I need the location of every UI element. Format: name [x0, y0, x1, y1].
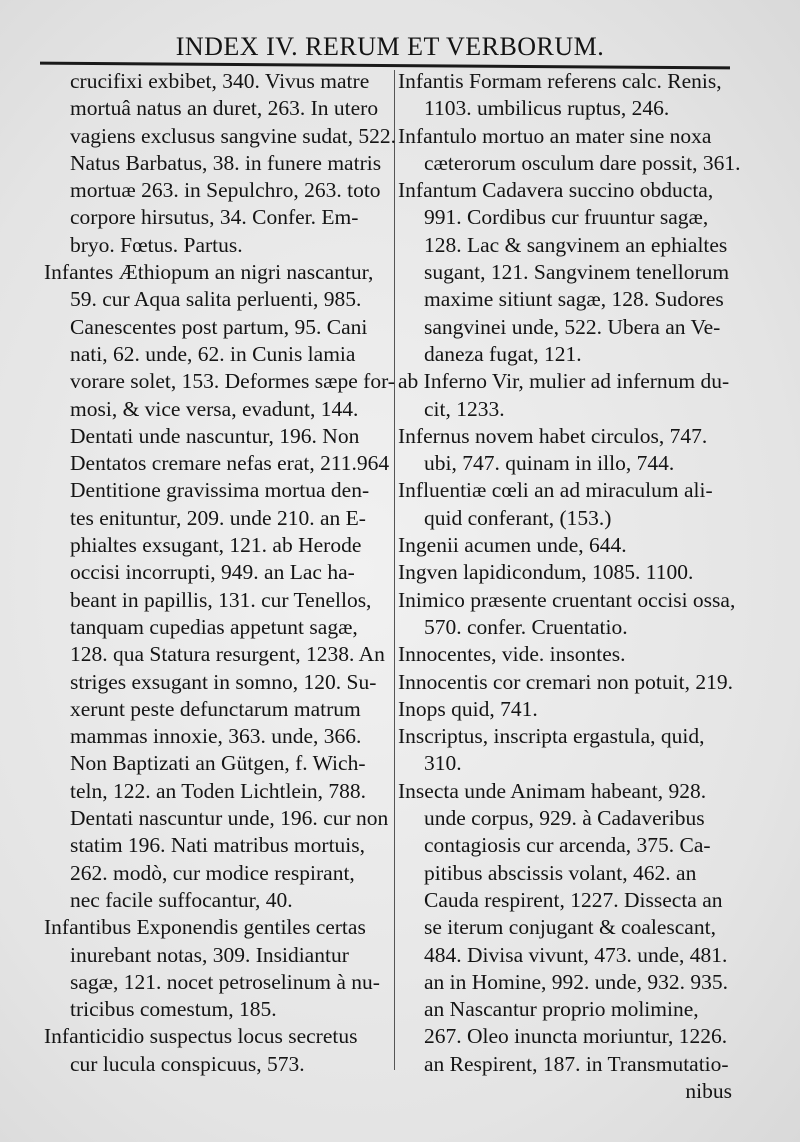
index-entry [398, 696, 738, 723]
index-line: Insecta unde Animam habeant, 928. [398, 778, 707, 803]
index-line: sagæ, 121. nocet petroselinum à nu- [70, 969, 380, 994]
index-line: statim 196. Nati matribus mortuis, [70, 833, 366, 858]
index-line: ubi, 747. quinam in illo, 744. [424, 451, 675, 476]
index-line: 262. modò, cur modice respirant, [70, 860, 355, 885]
index-entry [44, 914, 394, 1023]
index-line: corpore hirsutus, 34. Confer. Em- [70, 205, 359, 230]
index-line: Ingenii acumen unde, 644. [398, 533, 627, 558]
index-line: cur lucula conspicuus, 573. [70, 1051, 305, 1076]
index-entry [398, 68, 738, 123]
index-line: cit, 1233. [424, 396, 505, 421]
index-line: ab Inferno Vir, mulier ad infernum du- [398, 369, 730, 394]
index-line: Dentati nascuntur unde, 196. cur non [70, 806, 389, 831]
index-line: Innocentis cor cremari non potuit, 219. [398, 669, 733, 694]
index-line: Dentitione gravissima mortua den- [70, 478, 370, 503]
index-line: an Respirent, 187. in Transmutatio- [424, 1051, 729, 1076]
index-line: an Nascantur proprio molimine, [424, 997, 699, 1022]
index-line: cæterorum osculum dare possit, 361. [424, 150, 741, 175]
index-line: tanquam cupedias appetunt sagæ, [70, 614, 358, 639]
index-line: sugant, 121. Sangvinem tenellorum [424, 260, 730, 285]
index-line: Innocentes, vide. insontes. [398, 642, 626, 667]
index-line: Cauda respirent, 1227. Dissecta an [424, 887, 723, 912]
index-entry [398, 123, 741, 178]
index-line: Infantum Cadavera succino obducta, [398, 178, 714, 203]
index-line: pitibus abscissis volant, 462. an [424, 860, 697, 885]
index-line: teln, 122. an Toden Lichtlein, 788. [70, 778, 367, 803]
index-entry [398, 723, 738, 778]
index-entry [398, 477, 738, 532]
index-line: Non Baptizati an Gütgen, f. Wich- [70, 751, 366, 776]
index-entry [398, 532, 738, 559]
index-entry [398, 177, 738, 368]
index-line: mortuâ natus an duret, 263. In utero [70, 96, 379, 121]
index-line: 1103. umbilicus ruptus, 246. [424, 96, 670, 121]
index-line: Canescentes post partum, 95. Cani [70, 314, 368, 339]
index-line: se iterum conjugant & coalescant, [424, 915, 716, 940]
index-line: Inops quid, 741. [398, 696, 538, 721]
index-entry [398, 423, 738, 478]
index-line: tes enituntur, 209. unde 210. an E- [70, 505, 366, 530]
index-entry [398, 368, 738, 423]
column-divider [394, 70, 395, 1070]
left-column [44, 68, 397, 1078]
index-line: beant in papillis, 131. cur Tenellos, [70, 587, 372, 612]
index-line: occisi incorrupti, 949. an Lac ha- [70, 560, 355, 585]
index-line: tricibus comestum, 185. [70, 997, 277, 1022]
index-entry [44, 1023, 394, 1078]
index-entry [44, 259, 394, 914]
index-line: Natus Barbatus, 38. in funere matris [70, 150, 382, 175]
index-line: Dentatos cremare nefas erat, 211.964 [70, 451, 390, 476]
index-line: 267. Oleo inuncta moriuntur, 1226. [424, 1024, 728, 1049]
index-line: quid conferant, (153.) [424, 505, 612, 530]
index-line: 570. confer. Cruentatio. [424, 614, 628, 639]
index-line: 128. Lac & sangvinem an ephialtes [424, 232, 728, 257]
index-entry [398, 559, 738, 586]
index-line: an in Homine, 992. unde, 932. 935. [424, 969, 728, 994]
index-line: nibus [685, 1078, 732, 1103]
index-line: 991. Cordibus cur fruuntur sagæ, [424, 205, 709, 230]
index-line: 484. Divisa vivunt, 473. unde, 481. [424, 942, 728, 967]
index-line: 128. qua Statura resurgent, 1238. An [70, 642, 385, 667]
index-line: Inimico præsente cruentant occisi ossa, [398, 587, 736, 612]
index-line: Infernus novem habet circulos, 747. [398, 423, 708, 448]
index-line: phialtes exsugant, 121. ab Herode [70, 533, 362, 558]
index-line: Infanticidio suspectus locus secretus [44, 1024, 358, 1049]
index-line: bryo. Fœtus. Partus. [70, 232, 243, 257]
index-line: mortuæ 263. in Sepulchro, 263. toto [70, 178, 381, 203]
index-entry [398, 778, 738, 1106]
index-line: Inscriptus, inscripta ergastula, quid, [398, 724, 705, 749]
index-line: Ingven lapidicondum, 1085. 1100. [398, 560, 694, 585]
index-line: contagiosis cur arcenda, 375. Ca- [424, 833, 711, 858]
index-line: unde corpus, 929. à Cadaveribus [424, 806, 705, 831]
index-line: Infantulo mortuo an mater sine noxa [398, 123, 712, 148]
index-line: maxime sitiunt sagæ, 128. Sudores [424, 287, 724, 312]
index-line: 59. cur Aqua salita perluenti, 985. [70, 287, 362, 312]
index-line: daneza fugat, 121. [424, 341, 582, 366]
index-entry [398, 641, 738, 668]
index-entry [398, 669, 738, 696]
index-line: striges exsugant in somno, 120. Su- [70, 669, 377, 694]
index-line: 310. [424, 751, 462, 776]
index-line: mosi, & vice versa, evadunt, 144. [70, 396, 359, 421]
right-column [398, 68, 741, 1105]
index-line: Infantis Formam referens calc. Renis, [398, 69, 722, 93]
index-line: mammas innoxie, 363. unde, 366. [70, 724, 362, 749]
index-line: Influentiæ cœli an ad miraculum ali- [398, 478, 713, 503]
index-entry [398, 587, 738, 642]
index-line: Infantibus Exponendis gentiles certas [44, 915, 366, 940]
index-line: nec facile suffocantur, 40. [70, 887, 293, 912]
index-line: sangvinei unde, 522. Ubera an Ve- [424, 314, 721, 339]
page-header: INDEX IV. RERUM ET VERBORUM. [175, 32, 605, 61]
index-entry [44, 68, 397, 259]
index-line: vagiens exclusus sangvine sudat, 522. [70, 123, 397, 148]
index-line: Dentati unde nascuntur, 196. Non [70, 423, 360, 448]
index-line: crucifixi exbibet, 340. Vivus matre [70, 69, 370, 93]
index-line: vorare solet, 153. Deformes sæpe for- [70, 369, 395, 394]
index-line: xerunt peste defunctarum matrum [70, 696, 361, 721]
index-line: inurebant notas, 309. Insidiantur [70, 942, 349, 967]
index-line: nati, 62. unde, 62. in Cunis lamia [70, 341, 356, 366]
index-line: Infantes Æthiopum an nigri nascantur, [44, 260, 374, 285]
